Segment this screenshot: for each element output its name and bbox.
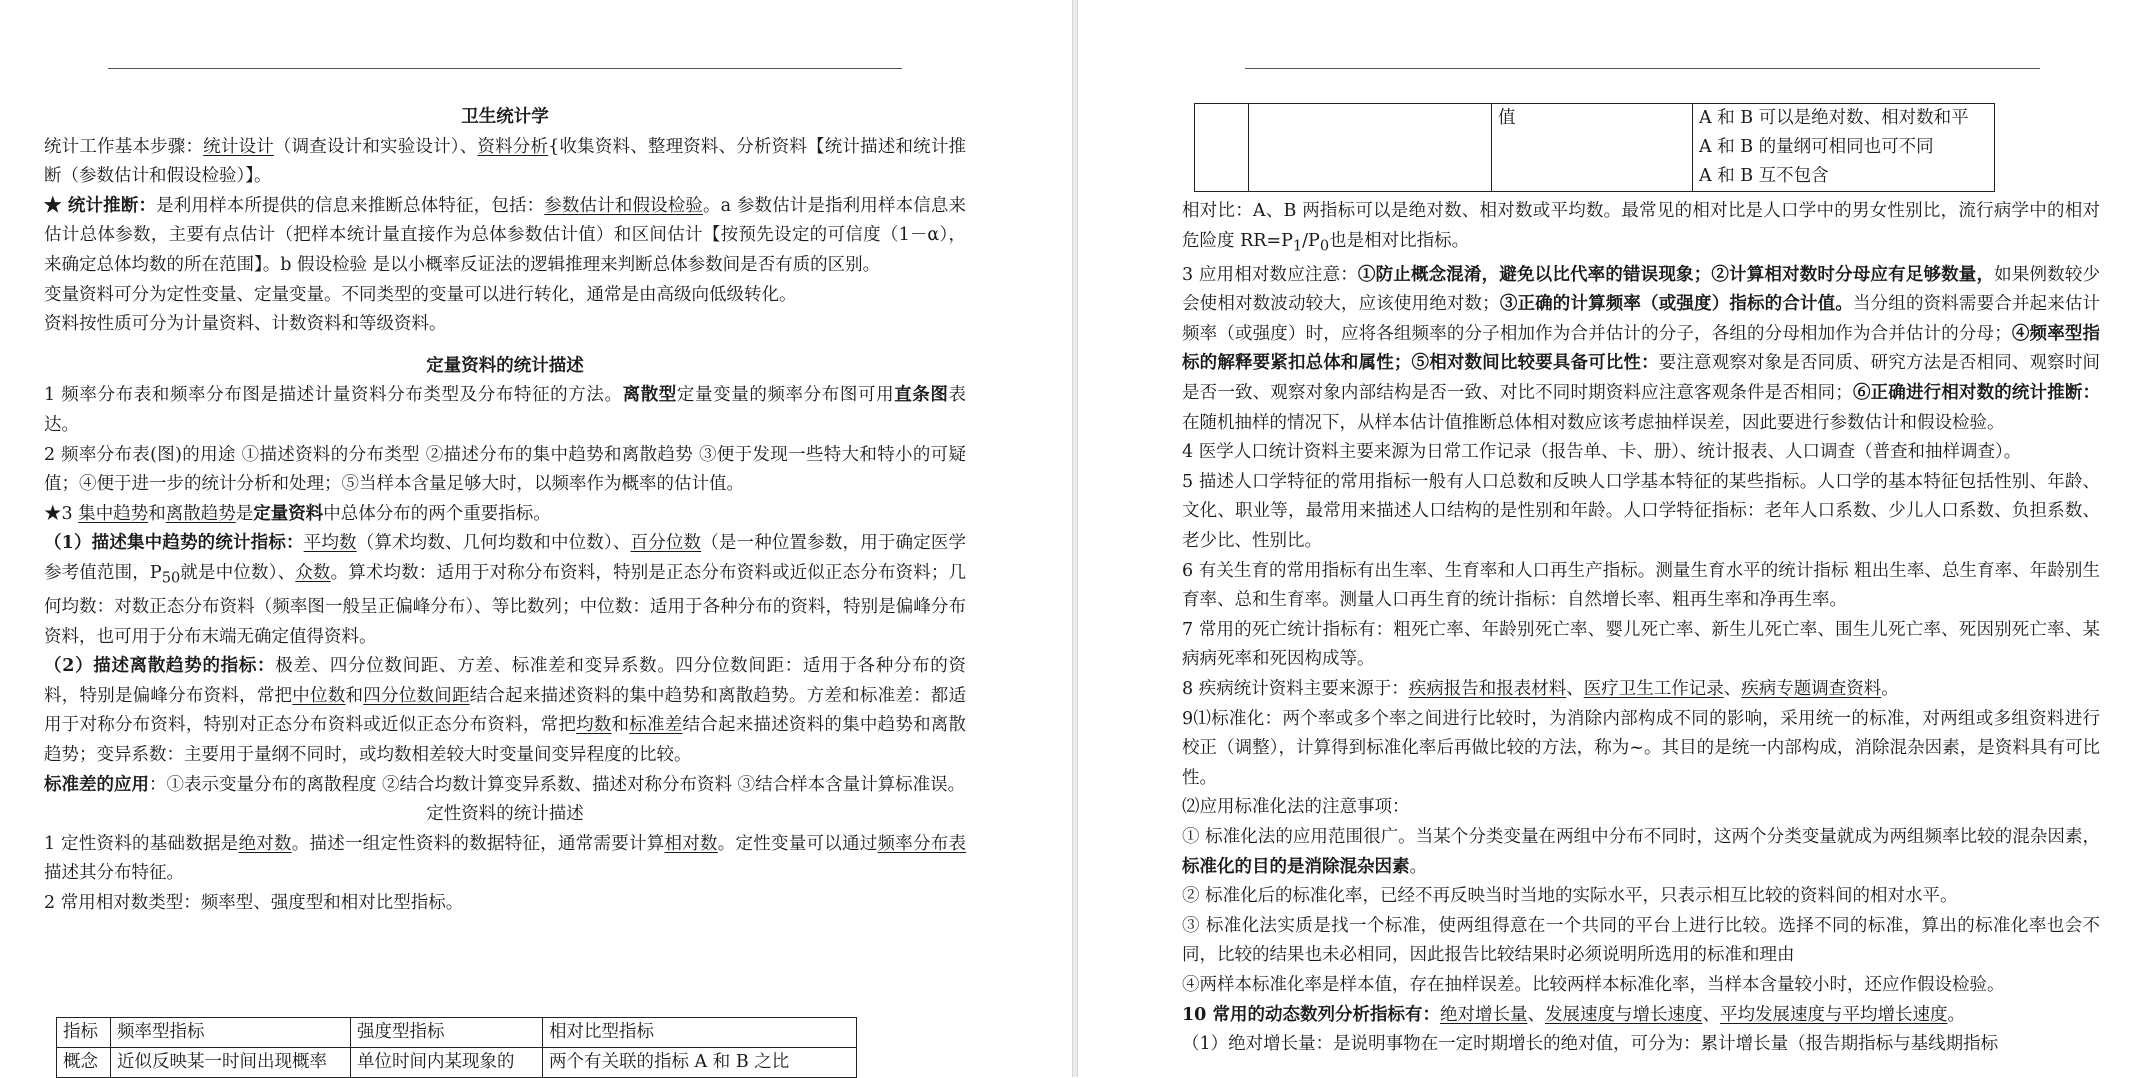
para-pop-sources: 4 医学人口统计资料主要来源为日常工作记录（报告单、卡、册）、统计报表、人口调查（普查和抽样调查）。 — [1182, 442, 2022, 463]
para-std-note-4: ④两样本标准化率是样本值，存在抽样误差。比较两样本标准化率，当样本含量较小时，还应作假设检验。 — [1182, 974, 2005, 995]
para-freq-table: 1 频率分布表和频率分布图是描述计量资料分布类型及分布特征的方法。离散型定量变量的频率分布图可用直条图表达。 — [44, 385, 967, 435]
left-page — [0, 0, 1072, 1077]
para-std-note-1: ① 标准化法的应用范围很广。当某个分类变量在两组中分布不同时，这两个分类变量就成为两组频率比较的混杂因素，标准化的目的是消除混杂因素。 — [1182, 826, 2100, 877]
table-row — [57, 1018, 857, 1048]
para-pop-features: 5 描述人口学特征的常用指标一般有人口总数和反映人口学基本特征的某些指标。人口学的基本特征包括性别、年龄、文化、职业等，最常用来描述人口结构的是性别和年龄。人口学特征指标：老年人口系数、少儿人口系数、负担系数、老少比、性别比。 — [1182, 471, 2100, 552]
table-cell: 值 — [1492, 104, 1693, 192]
section-quantitative: 定量资料的统计描述 — [426, 355, 584, 376]
para-qualitative-basis: 1 定性资料的基础数据是绝对数。描述一组定性资料的数据特征，通常需要计算相对数。定性变量可以通过频率分布表描述其分布特征。 — [44, 833, 967, 884]
para-freq-uses: 2 频率分布表(图)的用途 ①描述资料的分布类型 ②描述分布的集中趋势和离散趋势 ③便于发现一些特大和特小的可疑值；④便于进一步的统计分析和处理；⑤当样本含量足够大时，以频率作为概率的估计值。 — [44, 444, 966, 495]
right-page — [1078, 0, 2145, 1077]
section-qualitative: 定性资料的统计描述 — [426, 804, 584, 825]
para-mortality: 7 常用的死亡统计指标有：粗死亡率、年龄别死亡率、婴儿死亡率、新生儿死亡率、围生儿死亡率、死因别死亡率、某病病死率和死因构成等。 — [1182, 619, 2100, 670]
para-absolute-growth: （1）绝对增长量：是说明事物在一定时期增长的绝对值，可分为：累计增长量（报告期指标与基线期指标 — [1182, 1034, 1999, 1055]
para-central-tendency: （1）描述集中趋势的统计指标：平均数（算术均数、几何均数和中位数）、百分位数（是一种位置参数，用于确定医学参考值范围，$P_{50}$就是中位数）、众数。算术均数：适用于对称分布资料，特别是正态分布资料或近似正态分布资料；几何均数：对数正态分布资料（频率图一般呈正偏峰分布）、等比数列；中位数：适用于各种分布的资料，特别是偏峰分布资料，也可用于分布末端无确定值得资料。 — [44, 533, 967, 647]
para-std-note-3: ③ 标准化法实质是找一个标准，使两组得意在一个共同的平台上进行比较。选择不同的标准，算出的标准化率也会不同，比较的结果也未必相同，因此报告比较结果时必须说明所选用的标准和理由 — [1182, 915, 2100, 966]
para-dynamic-series: 10 常用的动态数列分析指标有：绝对增长量、发展速度与增长速度、平均发展速度与平均增长速度。 — [1182, 1004, 1965, 1025]
table-cell: 概念 — [57, 1048, 111, 1078]
table-cell: 相对比型指标 — [543, 1018, 857, 1048]
para-data-types: 资料按性质可分为计量资料、计数资料和等级资料。 — [44, 314, 447, 335]
para-standardization: 9⑴标准化：两个率或多个率之间进行比较时，为消除内部构成不同的影响，采用统一的标准，对两组或多组资料进行校正（调整），计算得到标准化率后再做比较的方法，称为~。其目的是统一内部构成，消除混杂因素，是资料具有可比性。 — [1182, 708, 2100, 788]
para-std-notes-title: ⑵应用标准化法的注意事项： — [1182, 797, 1410, 818]
table-row — [57, 1048, 857, 1078]
table-cell: 两个有关联的指标 A 和 B 之比 — [543, 1048, 857, 1078]
para-relative-notes: 3 应用相对数应注意：①防止概念混淆，避免以比代率的错误现象；②计算相对数时分母应有足够数量，如果例数较少会使相对数波动较大，应该使用绝对数；③正确的计算频率（或强度）指标的合计值。当分组的资料需要合并起来估计频率（或强度）时，应将各组频率的分子相加作为合并估计的分子，各组的分母相加作为合并估计的分母；④频率型指标的解释要紧扣总体和属性；⑤相对数间比较要具备可比性：要注意观察对象是否同质、研究方法是否相同、观察时间是否一致、观察对象内部结构是否一致、对比不同时期资料应注意客观条件是否相同；⑥正确进行相对数的统计推断：在随机抽样的情况下，从样本估计值推断总体相对数应该考虑抽样误差，因此要进行参数估计和假设检验。 — [1182, 264, 2101, 433]
table-cell — [1195, 104, 1249, 192]
para-disease-sources: 8 疾病统计资料主要来源于：疾病报告和报表材料、医疗卫生工作记录、疾病专题调查资料。 — [1182, 679, 1899, 699]
relative-number-table — [56, 1017, 857, 1078]
header-rule — [1245, 68, 2040, 69]
doc-title: 卫生统计学 — [461, 107, 549, 127]
para-variables: 变量资料可分为定性变量、定量变量。不同类型的变量可以进行转化，通常是由高级向低级转化。 — [44, 284, 797, 305]
table-cell: 指标 — [57, 1018, 111, 1048]
relative-number-table-cont — [1194, 103, 1995, 192]
table-cell: 单位时间内某现象的 — [351, 1048, 543, 1078]
para-fertility: 6 有关生育的常用指标有出生率、生育率和人口再生产指标。测量生育水平的统计指标 粗出生率、总生育率、年龄别生育率、总和生育率。测量人口再生育的统计指标：自然增长率、粗再生率和净再生率。 — [1182, 560, 2100, 611]
table-cell: 近似反映某一时间出现概率 — [111, 1048, 351, 1078]
star-icon: ★ — [44, 195, 68, 216]
right-content — [1182, 197, 2100, 1060]
table-row — [1195, 104, 1995, 192]
left-content — [44, 103, 966, 919]
table-cell — [1249, 104, 1492, 192]
para-relative-types: 2 常用相对数类型：频率型、强度型和相对比型指标。 — [44, 892, 464, 913]
para-steps: 统计工作基本步骤：统计设计（调查设计和实验设计）、资料分析{收集资料、整理资料、分析资料【统计描述和统计推断（参数估计和假设检验）】。 — [44, 136, 967, 187]
table-cell: A 和 B 可以是绝对数、相对数和平 A 和 B 的量纲可相同也可不同 A 和 B 互不包含 — [1693, 104, 1995, 192]
table-cell: 强度型指标 — [351, 1018, 543, 1048]
para-trends: ★3 集中趋势和离散趋势是定量资料中总体分布的两个重要指标。 — [44, 503, 551, 524]
para-dispersion: （2）描述离散趋势的指标：极差、四分位数间距、方差、标准差和变异系数。四分位数间距：适用于各种分布的资料，特别是偏峰分布资料，常把中位数和四分位数间距结合起来描述资料的集中趋势和离散趋势。方差和标准差：都适用于对称分布资料，特别对正态分布资料或近似正态分布资料，常把均数和标准差结合起来描述资料的集中趋势和离散趋势；变异系数：主要用于量纲不同时，或均数相差较大时变量间变异程度的比较。 — [44, 656, 967, 765]
para-relative-ratio: 相对比：A、B 两指标可以是绝对数、相对数或平均数。最常见的相对比是人口学中的男女性别比，流行病学中的相对危险度 $RR=P_1/P_0$也是相对比指标。 — [1182, 201, 2100, 255]
header-rule — [108, 68, 902, 69]
para-std-note-2: ② 标准化后的标准化率，已经不再反映当时当地的实际水平，只表示相互比较的资料间的相对水平。 — [1182, 886, 1958, 907]
table-cell: 频率型指标 — [111, 1018, 351, 1048]
para-inference: ★ 统计推断：是利用样本所提供的信息来推断总体特征，包括：参数估计和假设检验。a 参数估计是指利用样本信息来估计总体参数，主要有点估计（把样本统计量直接作为总体参数估计值）和区间估计【按预先设定的可信度（1－α），来确定总体均数的所在范围】。b 假设检验 是以小概率反证法的逻辑推理来判断总体参数间是否有质的区别。 — [44, 195, 967, 275]
para-sd-use: 标准差的应用：①表示变量分布的离散程度 ②结合均数计算变异系数、描述对称分布资料 ③结合样本含量计算标准误。 — [44, 774, 966, 795]
